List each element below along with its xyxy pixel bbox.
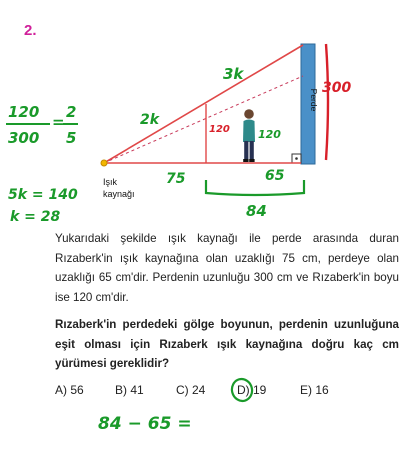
screen-bracket bbox=[326, 44, 328, 160]
hw-frac-120: 120 bbox=[8, 103, 40, 121]
option-b[interactable]: B) 41 bbox=[115, 383, 144, 397]
hw-65: 65 bbox=[265, 168, 285, 184]
option-d[interactable]: D) 19 bbox=[237, 383, 267, 397]
hw-equals: = bbox=[52, 113, 65, 131]
light-source-icon bbox=[101, 160, 107, 166]
hw-frac-2: 2 bbox=[66, 103, 77, 121]
hw-120-a: 120 bbox=[209, 124, 230, 135]
ray-to-top bbox=[104, 45, 303, 163]
hw-120-b: 120 bbox=[258, 128, 281, 141]
option-a[interactable]: A) 56 bbox=[55, 383, 84, 397]
hw-eq2: k = 28 bbox=[10, 209, 61, 225]
hw-3k: 3k bbox=[223, 65, 244, 83]
ray-to-head bbox=[104, 76, 303, 163]
problem-paragraph: Yukarıdaki şekilde ışık kaynağı ile perde arasında duran Rızaberk'in ışık kaynağına olan uzaklığı 75 cm, perdeye olan uzaklığı 65 cm'dir. Perdenin uzunluğu 300 cm ve Rızaberk'in boyu ise 120 cm'dir. bbox=[55, 232, 399, 304]
answer-marks bbox=[0, 370, 414, 451]
hw-300: 300 bbox=[322, 80, 352, 96]
answer-circle bbox=[229, 377, 254, 403]
option-e[interactable]: E) 16 bbox=[300, 383, 329, 397]
light-source-label-2: kaynağı bbox=[103, 189, 135, 199]
screen-label: Perde bbox=[309, 88, 319, 112]
hw-75: 75 bbox=[166, 171, 186, 187]
question-text: Rızaberk'in perdedeki gölge boyunun, perdenin uzunluğuna eşit olması için Rızaberk ışık kaynağına doğru kaç cm yürümesi gereklidir? bbox=[55, 318, 399, 370]
hw-2k: 2k bbox=[140, 112, 160, 128]
hw-brace bbox=[206, 180, 304, 195]
question-number: 2. bbox=[24, 22, 37, 39]
hw-bottom-calc: 84 − 65 = bbox=[98, 414, 192, 434]
person-icon bbox=[243, 109, 255, 162]
light-source-label: Işık bbox=[103, 177, 118, 187]
hw-frac-5: 5 bbox=[66, 129, 77, 147]
hw-84: 84 bbox=[246, 202, 267, 220]
hw-eq1: 5k = 140 bbox=[8, 187, 78, 203]
option-c[interactable]: C) 24 bbox=[176, 383, 206, 397]
hw-frac-300: 300 bbox=[8, 129, 40, 147]
